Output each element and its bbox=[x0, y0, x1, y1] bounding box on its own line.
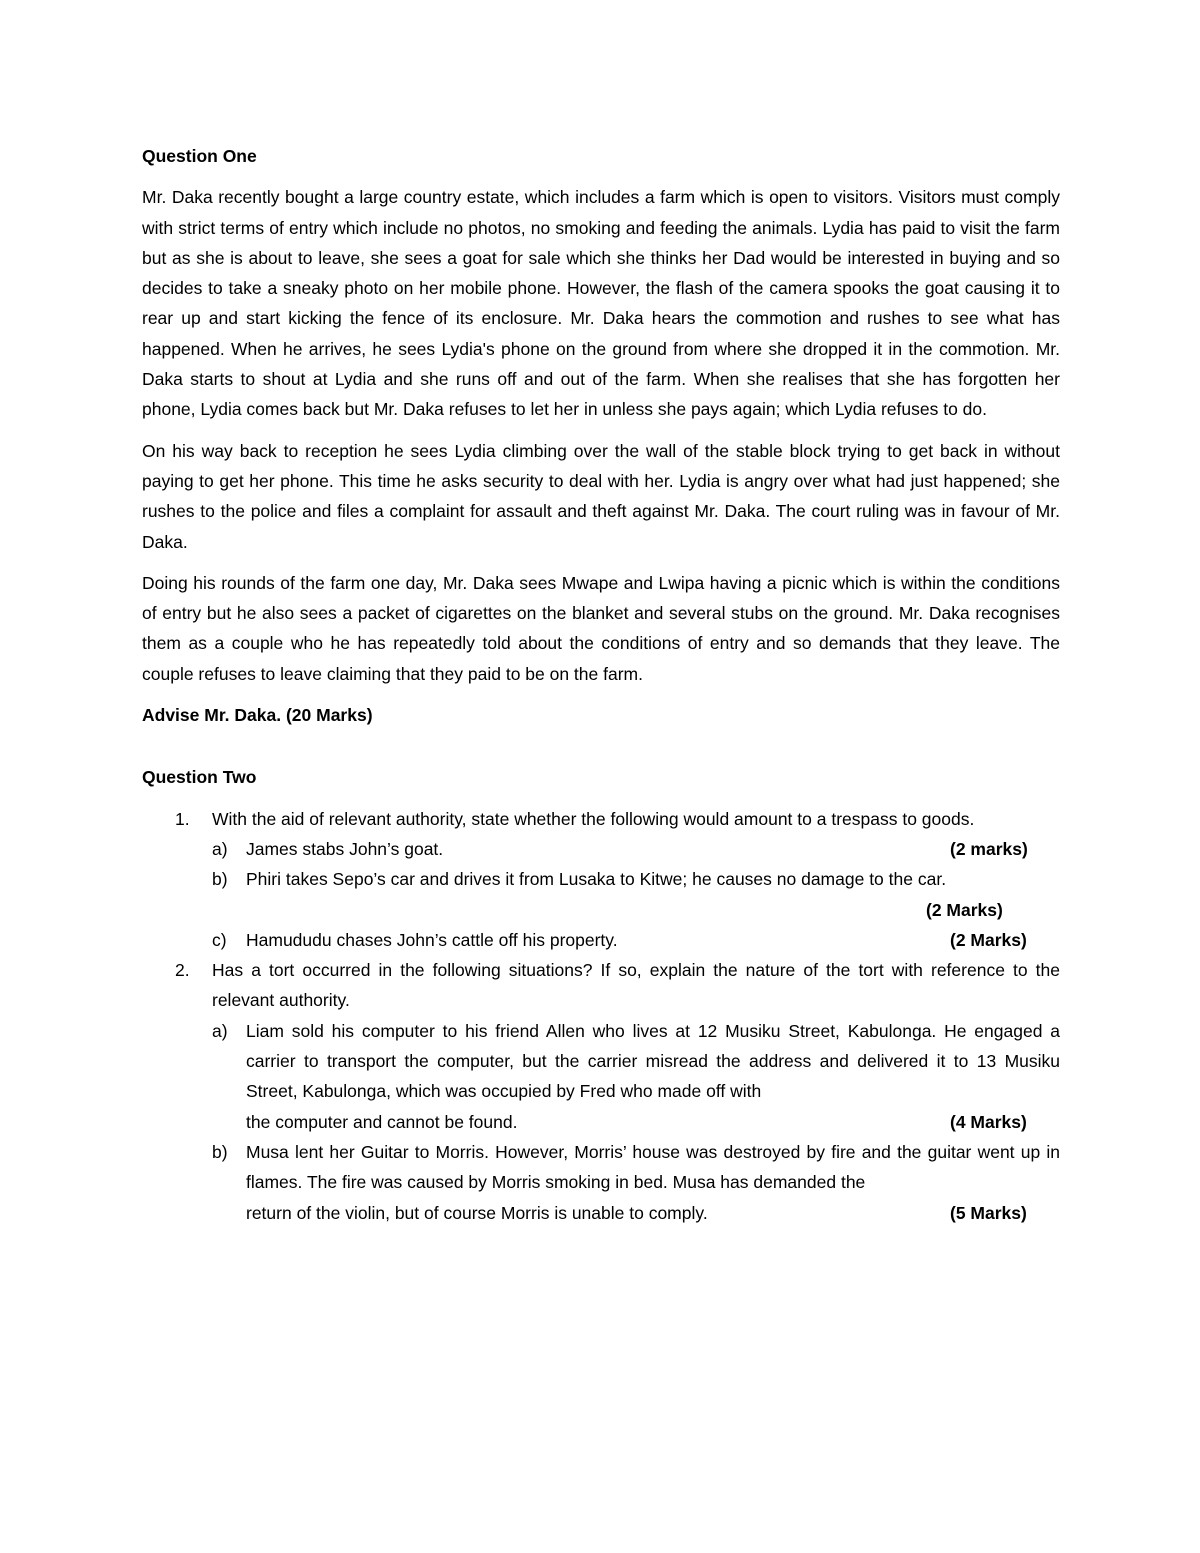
question-two-heading: Question Two bbox=[142, 767, 257, 788]
sub-label: a) bbox=[212, 1020, 228, 1041]
sub-question-1b bbox=[212, 864, 1060, 925]
marks-label: (5 Marks) bbox=[950, 1202, 1027, 1223]
marks-label: (2 Marks) bbox=[950, 929, 1027, 950]
sub-question-list bbox=[212, 834, 1060, 955]
sub-text-tail: return of the violin, but of course Morris is unable to comply. bbox=[246, 1202, 708, 1223]
sub-text-tail: the computer and cannot be found. bbox=[246, 1111, 518, 1132]
sub-text: Liam sold his computer to his friend Allen who lives at 12 Musiku Street, Kabulonga. He engaged a carrier to transport the computer, but the carrier misread the address and delivered it to 13 Musiku Street, Kabulonga, which was occupied by Fred who made off with bbox=[246, 1020, 1060, 1102]
sub-label: b) bbox=[212, 1141, 228, 1162]
sub-text: Phiri takes Sepo’s car and drives it from Lusaka to Kitwe; he causes no damage to the car. bbox=[246, 869, 947, 890]
marks-label: (2 marks) bbox=[950, 838, 1028, 859]
item-text: Has a tort occurred in the following situations? If so, explain the nature of the tort with reference to the relevant authority. bbox=[212, 960, 1060, 1011]
sub-label: b) bbox=[212, 869, 228, 890]
sub-label: a) bbox=[212, 838, 228, 859]
question-two-item-2 bbox=[142, 955, 1060, 1228]
item-number: 1. bbox=[175, 808, 190, 829]
question-two-item-1 bbox=[142, 804, 1060, 955]
marks-label: (2 Marks) bbox=[926, 899, 1003, 920]
sub-label: c) bbox=[212, 929, 227, 950]
sub-text: Musa lent her Guitar to Morris. However, Morris’ house was destroyed by fire and the guitar went up in flames. The fire was caused by Morris smoking in bed. Musa has demanded the bbox=[246, 1141, 1060, 1193]
sub-text: James stabs John’s goat. bbox=[246, 838, 444, 859]
marks-label: (4 Marks) bbox=[950, 1111, 1027, 1132]
sub-question-2b bbox=[212, 1137, 1060, 1228]
item-text: With the aid of relevant authority, state whether the following would amount to a trespass to goods. bbox=[212, 808, 975, 829]
question-one-paragraph-2: On his way back to reception he sees Lydia climbing over the wall of the stable block trying to get back in without paying to get her phone. This time he asks security to deal with her. Lydia is angry over what had just happened; she rushes to the police and files a complaint for assault and theft against Mr. Daka. The court ruling was in favour of Mr. Daka. bbox=[142, 440, 1060, 552]
question-one-paragraph-1: Mr. Daka recently bought a large country estate, which includes a farm which is open to visitors. Visitors must comply with strict terms of entry which include no photos, no smoking and feeding the animals. Lydia has paid to visit the farm but as she is about to leave, she sees a goat for sale which she thinks her Dad would be interested in buying and so decides to take a sneaky photo on her mobile phone. However, the flash of the camera spooks the goat causing it to rear up and start kicking the fence of its enclosure. Mr. Daka hears the commotion and rushes to see what has happened. When he arrives, he sees Lydia's phone on the ground from where she dropped it in the commotion. Mr. Daka starts to shout at Lydia and she runs off and out of the farm. When she realises that she has forgotten her phone, Lydia comes back but Mr. Daka refuses to let her in unless she pays again; which Lydia refuses to do. bbox=[142, 187, 1060, 420]
item-number: 2. bbox=[175, 960, 190, 981]
sub-question-1c bbox=[212, 925, 1060, 955]
sub-question-list bbox=[212, 1016, 1060, 1228]
sub-question-1a bbox=[212, 834, 1060, 864]
question-one-paragraph-3: Doing his rounds of the farm one day, Mr. Daka sees Mwape and Lwipa having a picnic which is within the conditions of entry but he also sees a packet of cigarettes on the blanket and several stubs on the ground. Mr. Daka recognises them as a couple who he has repeatedly told about the conditions of entry and so demands that they leave. The couple refuses to leave claiming that they paid to be on the farm. bbox=[142, 572, 1060, 684]
exam-page bbox=[142, 141, 1060, 1228]
question-one-instruction: Advise Mr. Daka. (20 Marks) bbox=[142, 705, 373, 726]
question-two-list bbox=[142, 804, 1060, 1228]
sub-text: Hamududu chases John’s cattle off his property. bbox=[246, 929, 618, 950]
question-one-heading: Question One bbox=[142, 146, 257, 166]
sub-question-2a bbox=[212, 1016, 1060, 1137]
